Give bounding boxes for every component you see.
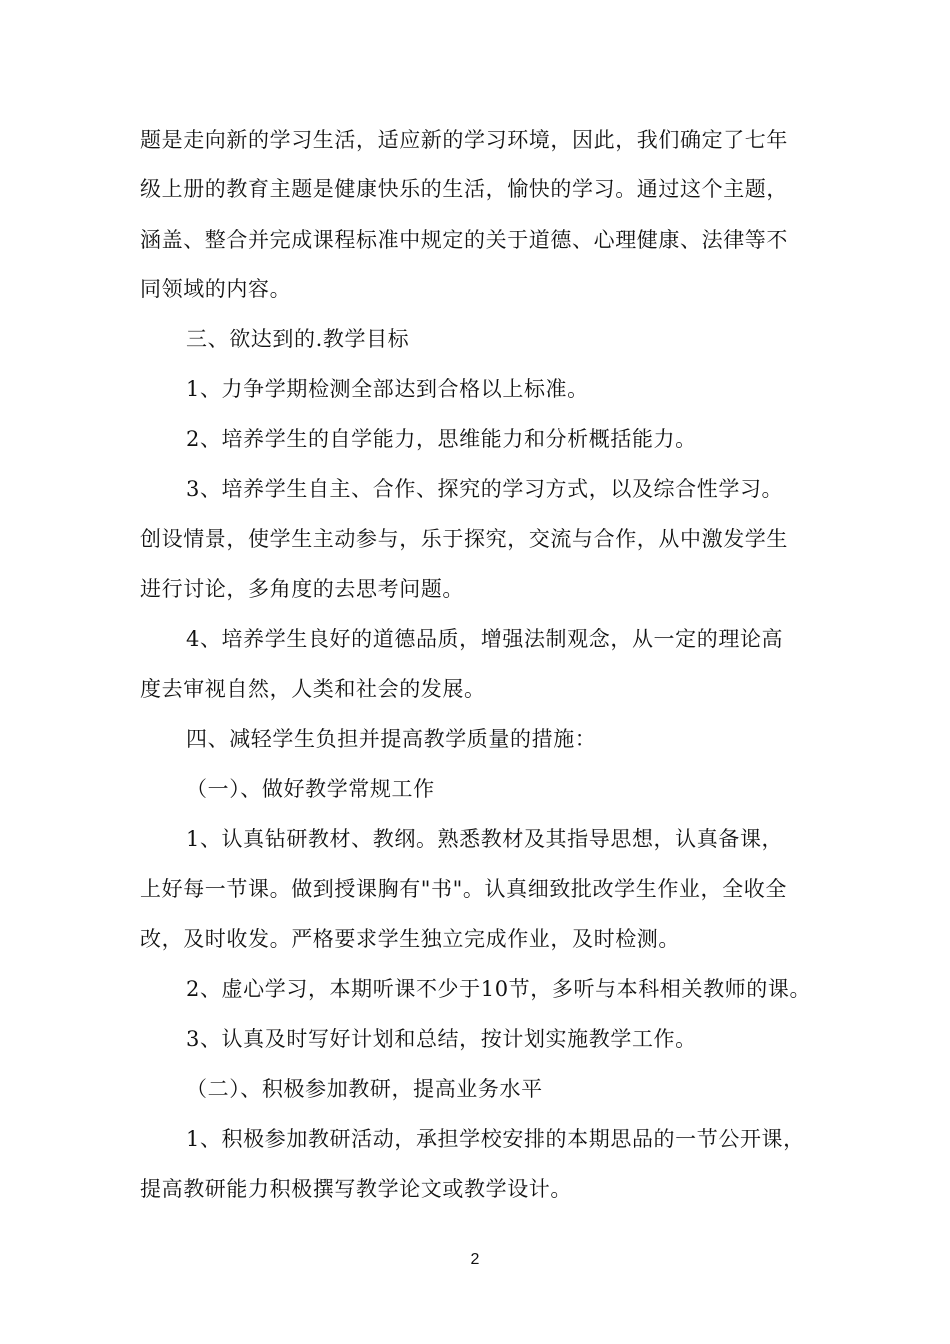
subsection-heading: （一）、做好教学常规工作 — [186, 777, 435, 801]
list-item: 1、力争学期检测全部达到合格以上标准。 — [186, 377, 589, 401]
text-line: 度去审视自然，人类和社会的发展。 — [140, 677, 486, 701]
text-line: 上好每一节课。做到授课胸有"书"。认真细致批改学生作业，全收全 — [140, 877, 787, 901]
list-item: 2、培养学生的自学能力，思维能力和分析概括能力。 — [186, 427, 697, 451]
list-item: 3、认真及时写好计划和总结，按计划实施教学工作。 — [186, 1027, 697, 1051]
section-heading: 四、减轻学生负担并提高教学质量的措施： — [186, 727, 597, 751]
subsection-heading: （二）、积极参加教研，提高业务水平 — [186, 1077, 543, 1101]
list-item: 4、培养学生良好的道德品质，增强法制观念，从一定的理论高 — [186, 627, 784, 651]
text-line: 题是走向新的学习生活，适应新的学习环境，因此，我们确定了七年 — [140, 128, 788, 152]
page-number: 2 — [470, 1251, 480, 1268]
text-line: 级上册的教育主题是健康快乐的生活，愉快的学习。通过这个主题， — [140, 177, 788, 201]
text-line: 创设情景，使学生主动参与，乐于探究，交流与合作，从中激发学生 — [140, 527, 788, 551]
list-item: 1、认真钻研教材、教纲。熟悉教材及其指导思想，认真备课， — [186, 827, 784, 851]
section-heading: 三、欲达到的.教学目标 — [186, 327, 410, 351]
text-line: 涵盖、整合并完成课程标准中规定的关于道德、心理健康、法律等不 — [140, 228, 788, 252]
text-line: 提高教研能力积极撰写教学论文或教学设计。 — [140, 1177, 572, 1201]
list-item: 3、培养学生自主、合作、探究的学习方式，以及综合性学习。 — [186, 477, 784, 501]
list-item: 1、积极参加教研活动，承担学校安排的本期思品的一节公开课， — [186, 1127, 805, 1151]
text-line: 同领域的内容。 — [140, 277, 292, 301]
list-item: 2、虚心学习，本期听课不少于10节，多听与本科相关教师的课。 — [186, 977, 812, 1001]
text-line: 进行讨论，多角度的去思考问题。 — [140, 577, 464, 601]
text-line: 改，及时收发。严格要求学生独立完成作业，及时检测。 — [140, 927, 680, 951]
